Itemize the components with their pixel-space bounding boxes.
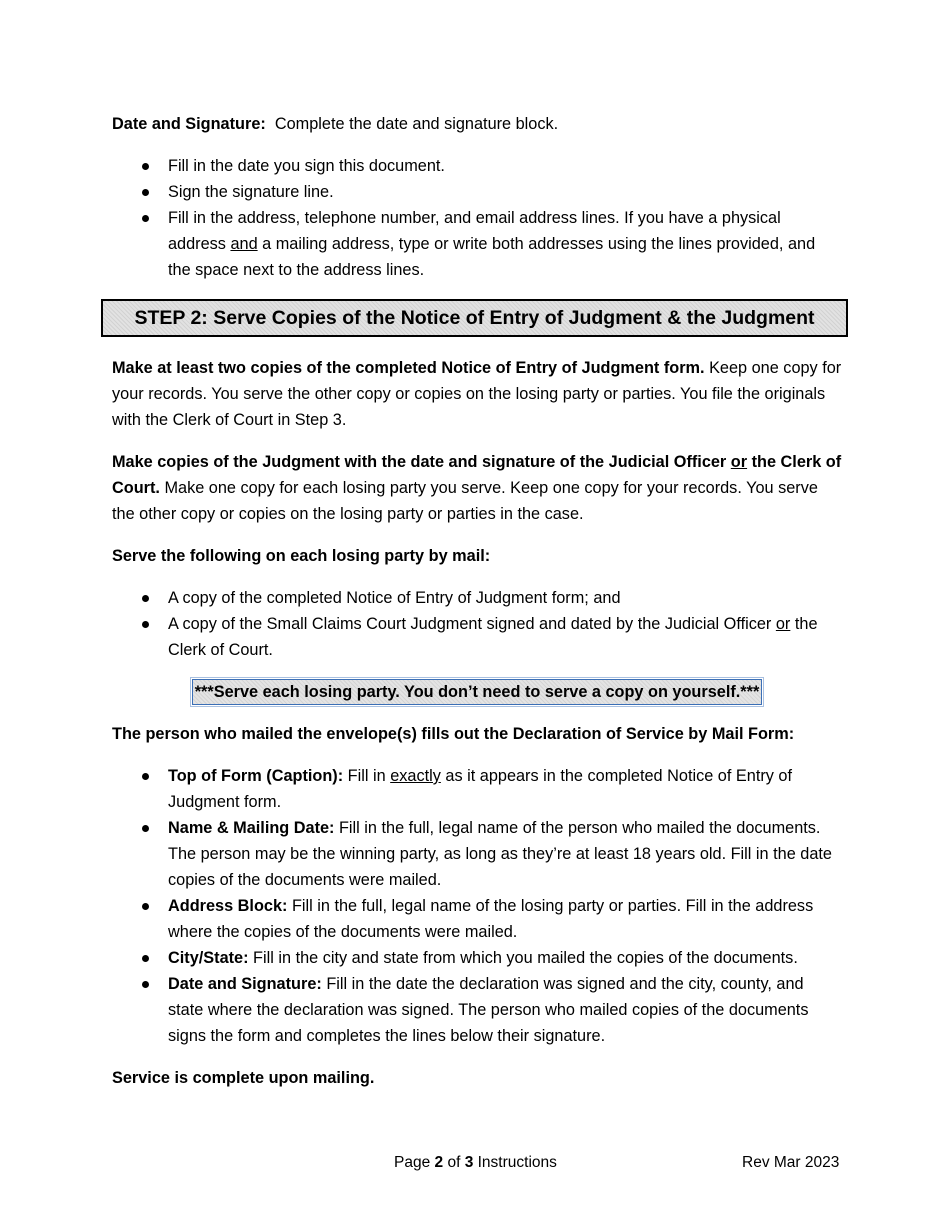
list-item: City/State: Fill in the city and state from which you mailed the copies of the documents.: [112, 945, 842, 971]
copies-judgment-paragraph: Make copies of the Judgment with the date and signature of the Judicial Officer or the Clerk of Court. Make one copy for each losing party you serve. Keep one copy for your records. You serve the other copy or copies on the losing party or parties in the case.: [112, 453, 842, 523]
serve-notice-box: ***Serve each losing party. You don’t need to serve a copy on yourself.***: [192, 679, 763, 705]
declaration-heading: The person who mailed the envelope(s) fills out the Declaration of Service by Mail Form:: [112, 725, 795, 743]
date-signature-label: Date and Signature:: [112, 115, 266, 133]
serve-by-mail-heading: Serve the following on each losing party by mail:: [112, 547, 491, 565]
list-item: Fill in the date you sign this document.: [112, 153, 842, 179]
list-item: Sign the signature line.: [112, 179, 842, 205]
service-complete-note: Service is complete upon mailing.: [112, 1069, 375, 1087]
list-item: A copy of the Small Claims Court Judgment signed and dated by the Judicial Officer or the Clerk of Court.: [112, 611, 842, 663]
notice-callout: [112, 679, 842, 705]
step-2-heading: STEP 2: Serve Copies of the Notice of Entry of Judgment & the Judgment: [101, 299, 848, 337]
list-item: A copy of the completed Notice of Entry of Judgment form; and: [112, 585, 842, 611]
date-signature-text: Complete the date and signature block.: [274, 115, 559, 133]
list-item: Top of Form (Caption): Fill in exactly as it appears in the completed Notice of Entry of Judgment form.: [112, 763, 842, 815]
date-signature-paragraph: [112, 111, 842, 137]
copies-notice-paragraph: Make at least two copies of the completed Notice of Entry of Judgment form. Keep one copy for your records. You serve the other copy or copies on the losing party or parties. You file the originals with the Clerk of Court in Step 3.: [112, 359, 842, 429]
revision-date: Rev Mar 2023: [742, 1154, 840, 1171]
serve-by-mail-list: [112, 585, 842, 663]
date-signature-list: [112, 153, 842, 283]
list-item: Address Block: Fill in the full, legal name of the losing party or parties. Fill in the address where the copies of the documents were mailed.: [112, 893, 842, 945]
declaration-list: [112, 763, 842, 1049]
list-item: Date and Signature: Fill in the date the declaration was signed and the city, county, and state where the declaration was signed. The person who mailed copies of the documents signs the form and completes the lines below their signature.: [112, 971, 842, 1049]
page-footer: [0, 1151, 950, 1175]
list-item: Fill in the address, telephone number, and email address lines. If you have a physical address and a mailing address, type or write both addresses using the lines provided, and the space next to the address lines.: [112, 205, 842, 283]
instructions-page: [112, 111, 842, 1107]
page-number: Page 2 of 3 Instructions: [394, 1154, 557, 1171]
list-item: Name & Mailing Date: Fill in the full, legal name of the person who mailed the documents. The person may be the winning party, as long as they’re at least 18 years old. Fill in the date copies of the documents were mailed.: [112, 815, 842, 893]
